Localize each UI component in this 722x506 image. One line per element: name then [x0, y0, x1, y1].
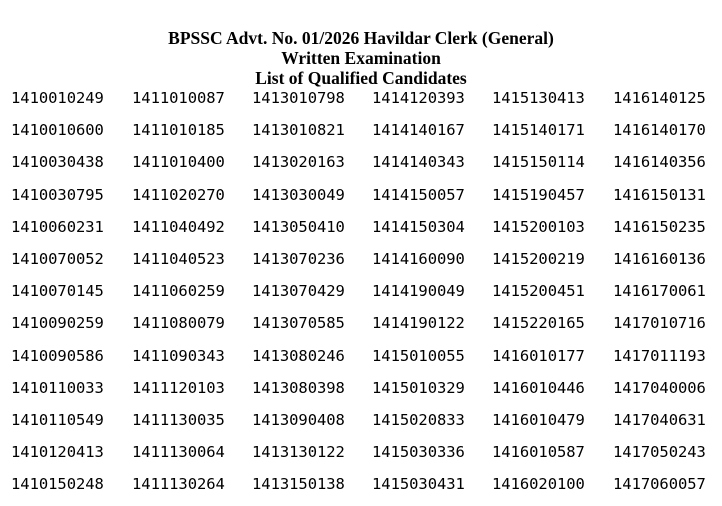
roll-number: 1416170061: [613, 282, 706, 301]
roll-number: 1416140125: [613, 89, 706, 107]
advertisement-title: BPSSC Advt. No. 01/2026 Havildar Clerk (General): [168, 28, 554, 48]
roll-number: 1417010716: [613, 314, 706, 333]
roll-number: 1416160136: [613, 249, 706, 268]
document-header: [0, 28, 722, 88]
roll-number: 1413130122: [252, 443, 345, 462]
roll-number: 1414150057: [372, 185, 465, 204]
roll-number: 1416010177: [492, 346, 585, 365]
examination-title: Written Examination: [281, 48, 441, 68]
roll-number: 1413070585: [252, 314, 345, 333]
roll-number: 1414190049: [372, 282, 465, 301]
roll-number: 1411130035: [132, 410, 225, 429]
roll-number: 1417040006: [613, 378, 706, 397]
table-row: [0, 185, 722, 217]
roll-number: 1411080079: [132, 314, 225, 333]
roll-number: 1417040631: [613, 410, 706, 429]
table-row: [0, 217, 722, 249]
roll-number: 1410030438: [11, 153, 104, 172]
table-row: [0, 410, 722, 442]
table-row: [0, 346, 722, 378]
roll-number: 1416150131: [613, 185, 706, 204]
roll-number: 1416140356: [613, 153, 706, 172]
roll-number: 1416010587: [492, 443, 585, 462]
roll-number: 1410090586: [11, 346, 104, 365]
roll-number: 1411020270: [132, 185, 225, 204]
roll-number: 1415220165: [492, 314, 585, 333]
roll-number: 1411090343: [132, 346, 225, 365]
roll-number: 1413070236: [252, 249, 345, 268]
roll-number: 1410110033: [11, 378, 104, 397]
roll-number: 1414190122: [372, 314, 465, 333]
roll-number: 1414150304: [372, 217, 465, 236]
roll-number: 1415200103: [492, 217, 585, 236]
roll-number: 1411010185: [132, 121, 225, 140]
roll-number: 1415140171: [492, 121, 585, 140]
roll-number: 1415200451: [492, 282, 585, 301]
roll-number: 1413070429: [252, 282, 345, 301]
roll-number: 1411040523: [132, 249, 225, 268]
roll-number: 1416010479: [492, 410, 585, 429]
roll-number: 1415010055: [372, 346, 465, 365]
roll-number: 1415030336: [372, 443, 465, 462]
roll-number: 1411060259: [132, 282, 225, 301]
roll-number: 1411130064: [132, 443, 225, 462]
roll-number: 1410120413: [11, 443, 104, 462]
roll-number: 1410010249: [11, 89, 104, 107]
roll-number: 1410060231: [11, 217, 104, 236]
roll-number: 1413020163: [252, 153, 345, 172]
table-row: [0, 120, 722, 152]
roll-number: 1415200219: [492, 249, 585, 268]
roll-number: 1413010798: [252, 89, 345, 107]
table-row: [0, 88, 722, 120]
roll-number: 1415020833: [372, 410, 465, 429]
roll-number: 1413090408: [252, 410, 345, 429]
roll-number: 1411120103: [132, 378, 225, 397]
roll-number: 1411010400: [132, 153, 225, 172]
roll-number: 1413050410: [252, 217, 345, 236]
candidates-grid: [0, 88, 722, 506]
roll-number: 1415190457: [492, 185, 585, 204]
roll-number: 1416150235: [613, 217, 706, 236]
roll-number: 1416140170: [613, 121, 706, 140]
roll-number: 1417060057: [613, 475, 706, 494]
roll-number: 1417011193: [613, 346, 706, 365]
roll-number: 1414120393: [372, 89, 465, 107]
roll-number: 1416020100: [492, 475, 585, 494]
roll-number: 1414140167: [372, 121, 465, 140]
roll-number: 1411130264: [132, 475, 225, 494]
roll-number: 1415150114: [492, 153, 585, 172]
roll-number: 1413080398: [252, 378, 345, 397]
roll-number: 1416010446: [492, 378, 585, 397]
roll-number: 1417050243: [613, 443, 706, 462]
roll-number: 1415010329: [372, 378, 465, 397]
roll-number: 1413150138: [252, 475, 345, 494]
table-row: [0, 313, 722, 345]
roll-number: 1411010087: [132, 89, 225, 107]
roll-number: 1413030049: [252, 185, 345, 204]
roll-number: 1410010600: [11, 121, 104, 140]
roll-number: 1410030795: [11, 185, 104, 204]
list-title: List of Qualified Candidates: [255, 68, 467, 88]
roll-number: 1415130413: [492, 89, 585, 107]
roll-number: 1410150248: [11, 475, 104, 494]
table-row: [0, 152, 722, 184]
table-row: [0, 281, 722, 313]
table-row: [0, 474, 722, 506]
roll-number: 1413080246: [252, 346, 345, 365]
table-row: [0, 378, 722, 410]
roll-number: 1410070145: [11, 282, 104, 301]
roll-number: 1414160090: [372, 249, 465, 268]
roll-number: 1410110549: [11, 410, 104, 429]
roll-number: 1415030431: [372, 475, 465, 494]
roll-number: 1410070052: [11, 249, 104, 268]
roll-number: 1414140343: [372, 153, 465, 172]
table-row: [0, 249, 722, 281]
table-row: [0, 442, 722, 474]
roll-number: 1411040492: [132, 217, 225, 236]
roll-number: 1410090259: [11, 314, 104, 333]
roll-number: 1413010821: [252, 121, 345, 140]
